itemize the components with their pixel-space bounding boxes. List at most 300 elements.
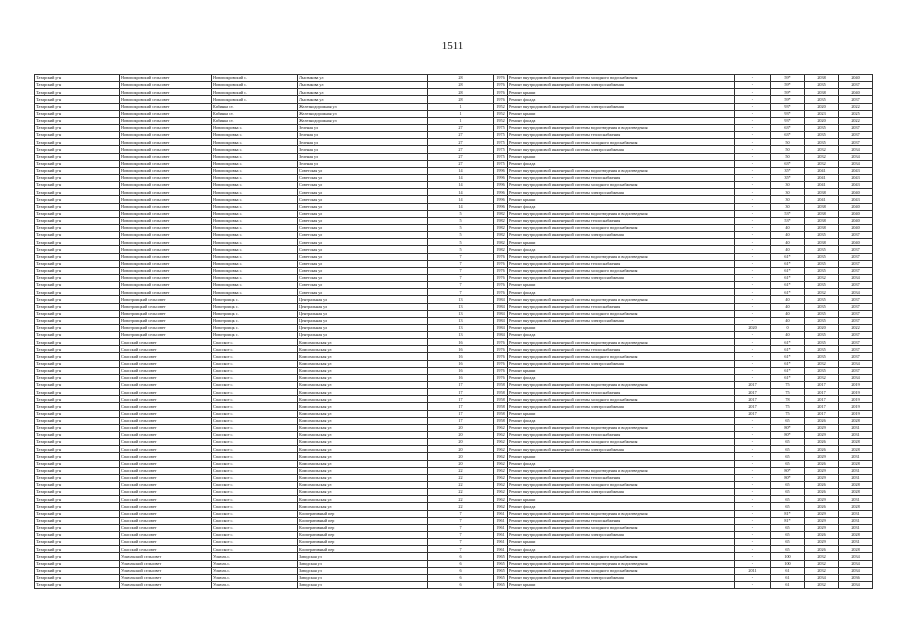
- plan-end-cell: 2037: [839, 246, 873, 253]
- prev-year-cell: -: [735, 296, 771, 303]
- house-cell: 14: [428, 174, 494, 181]
- plan-end-cell: 2022: [839, 117, 873, 124]
- year-cell: 1958: [494, 382, 508, 389]
- locality-cell: Новопокровка с.: [212, 203, 298, 210]
- page-number: 1511: [441, 40, 464, 52]
- plan-end-cell: 2034: [839, 160, 873, 167]
- district-cell: Татарский р-н: [35, 467, 120, 474]
- settlement-cell: Новопокровский сельсовет: [120, 132, 212, 139]
- settlement-cell: Новопокровский сельсовет: [120, 82, 212, 89]
- district-cell: Татарский р-н: [35, 160, 120, 167]
- street-cell: Советская ул: [298, 289, 428, 296]
- work-type-cell: Ремонт крыши: [508, 282, 735, 289]
- year-cell: 1962: [494, 439, 508, 446]
- district-cell: Татарский р-н: [35, 496, 120, 503]
- work-type-cell: Ремонт внутридомовой инженерной системы электроснабжения: [508, 403, 735, 410]
- house-cell: 22: [428, 482, 494, 489]
- house-cell: 17: [428, 382, 494, 389]
- prev-year-cell: -: [735, 510, 771, 517]
- cost-cell: 93*: [771, 117, 805, 124]
- settlement-cell: Новопокровский сельсовет: [120, 89, 212, 96]
- cost-cell: 61*: [771, 260, 805, 267]
- district-cell: Татарский р-н: [35, 110, 120, 117]
- settlement-cell: Новопокровский сельсовет: [120, 160, 212, 167]
- cost-cell: 35*: [771, 174, 805, 181]
- plan-start-cell: 2035: [805, 124, 839, 131]
- plan-start-cell: 2035: [805, 339, 839, 346]
- settlement-cell: Новотроицкий сельсовет: [120, 303, 212, 310]
- cost-cell: 75: [771, 403, 805, 410]
- plan-start-cell: 2029: [805, 467, 839, 474]
- house-cell: 28: [428, 75, 494, 82]
- cost-cell: 61: [771, 574, 805, 581]
- plan-end-cell: 2040: [839, 75, 873, 82]
- plan-end-cell: 2037: [839, 139, 873, 146]
- prev-year-cell: -: [735, 496, 771, 503]
- work-type-cell: Ремонт фасада: [508, 117, 735, 124]
- house-cell: 7: [428, 539, 494, 546]
- cost-cell: 100: [771, 553, 805, 560]
- work-type-cell: Ремонт крыши: [508, 539, 735, 546]
- work-type-cell: Ремонт внутридомовой инженерной системы холодного водоснабжения: [508, 224, 735, 231]
- district-cell: Татарский р-н: [35, 232, 120, 239]
- district-cell: Татарский р-н: [35, 317, 120, 324]
- plan-end-cell: 2034: [839, 274, 873, 281]
- locality-cell: Новопокровка с.: [212, 132, 298, 139]
- district-cell: Татарский р-н: [35, 103, 120, 110]
- settlement-cell: Новопокровский сельсовет: [120, 110, 212, 117]
- street-cell: Железнодорожная ул: [298, 103, 428, 110]
- work-type-cell: Ремонт внутридомовой инженерной системы электроснабжения: [508, 446, 735, 453]
- plan-start-cell: 2035: [805, 260, 839, 267]
- table-row: [35, 89, 873, 96]
- street-cell: Комсомольская ул: [298, 489, 428, 496]
- street-cell: Зеленая ул: [298, 124, 428, 131]
- house-cell: 28: [428, 82, 494, 89]
- street-cell: Зеленая ул: [298, 132, 428, 139]
- street-cell: Комсомольская ул: [298, 417, 428, 424]
- table-row: [35, 210, 873, 217]
- table-row: [35, 332, 873, 339]
- street-cell: Комсомольская ул: [298, 432, 428, 439]
- district-cell: Татарский р-н: [35, 196, 120, 203]
- year-cell: 1982: [494, 246, 508, 253]
- year-cell: 1958: [494, 410, 508, 417]
- capital-repair-table: [34, 74, 873, 589]
- street-cell: Советская ул: [298, 174, 428, 181]
- year-cell: 1961: [494, 524, 508, 531]
- locality-cell: Спасское с.: [212, 389, 298, 396]
- year-cell: 1976: [494, 96, 508, 103]
- district-cell: Татарский р-н: [35, 139, 120, 146]
- prev-year-cell: -: [735, 539, 771, 546]
- plan-start-cell: 2026: [805, 417, 839, 424]
- cost-cell: 40: [771, 317, 805, 324]
- work-type-cell: Ремонт внутридомовой инженерной системы водоотведения и водоотведения: [508, 382, 735, 389]
- locality-cell: Спасское с.: [212, 339, 298, 346]
- work-type-cell: Ремонт внутридомовой инженерной системы холодного водоснабжения: [508, 482, 735, 489]
- work-type-cell: Ремонт внутридомовой инженерной системы водоотведения и водоотведения: [508, 339, 735, 346]
- year-cell: 1996: [494, 174, 508, 181]
- house-cell: 6: [428, 567, 494, 574]
- work-type-cell: Ремонт внутридомовой инженерной системы холодного водоснабжения: [508, 524, 735, 531]
- house-cell: 22: [428, 489, 494, 496]
- house-cell: 28: [428, 96, 494, 103]
- cost-cell: 65: [771, 524, 805, 531]
- plan-start-cell: 2035: [805, 296, 839, 303]
- plan-start-cell: 2035: [805, 346, 839, 353]
- plan-start-cell: 2041: [805, 182, 839, 189]
- plan-start-cell: 2032: [805, 274, 839, 281]
- district-cell: Татарский р-н: [35, 567, 120, 574]
- plan-end-cell: 2037: [839, 353, 873, 360]
- work-type-cell: Ремонт внутридомовой инженерной системы теплоснабжения: [508, 174, 735, 181]
- district-cell: Татарский р-н: [35, 374, 120, 381]
- cost-cell: 75: [771, 382, 805, 389]
- year-cell: 1965: [494, 574, 508, 581]
- street-cell: Кооперативный пер: [298, 539, 428, 546]
- plan-end-cell: 2034: [839, 360, 873, 367]
- house-cell: 13: [428, 324, 494, 331]
- house-cell: 5: [428, 224, 494, 231]
- year-cell: 1962: [494, 489, 508, 496]
- cost-cell: 63*: [771, 160, 805, 167]
- prev-year-cell: -: [735, 160, 771, 167]
- prev-year-cell: -: [735, 524, 771, 531]
- plan-start-cell: 2035: [805, 132, 839, 139]
- district-cell: Татарский р-н: [35, 453, 120, 460]
- year-cell: 1976: [494, 274, 508, 281]
- plan-start-cell: 2038: [805, 239, 839, 246]
- prev-year-cell: -: [735, 167, 771, 174]
- settlement-cell: Новопокровский сельсовет: [120, 189, 212, 196]
- settlement-cell: Спасский сельсовет: [120, 503, 212, 510]
- plan-end-cell: 2019: [839, 410, 873, 417]
- table-row: [35, 453, 873, 460]
- locality-cell: Новопокровка с.: [212, 160, 298, 167]
- plan-end-cell: 2028: [839, 546, 873, 553]
- year-cell: 1976: [494, 253, 508, 260]
- cost-cell: 61*: [771, 346, 805, 353]
- settlement-cell: Спасский сельсовет: [120, 517, 212, 524]
- locality-cell: Новопокровка с.: [212, 282, 298, 289]
- plan-start-cell: 2029: [805, 510, 839, 517]
- cost-cell: 35*: [771, 167, 805, 174]
- settlement-cell: Спасский сельсовет: [120, 439, 212, 446]
- house-cell: 1: [428, 110, 494, 117]
- cost-cell: 40: [771, 239, 805, 246]
- house-cell: 27: [428, 160, 494, 167]
- plan-end-cell: 2040: [839, 203, 873, 210]
- district-cell: Татарский р-н: [35, 339, 120, 346]
- table-row: [35, 167, 873, 174]
- street-cell: Комсомольская ул: [298, 424, 428, 431]
- locality-cell: Спасское с.: [212, 539, 298, 546]
- work-type-cell: Ремонт внутридомовой инженерной системы водоотведения и водоотведения: [508, 124, 735, 131]
- table-row: [35, 310, 873, 317]
- cost-cell: 61: [771, 581, 805, 588]
- plan-end-cell: 2019: [839, 403, 873, 410]
- district-cell: Татарский р-н: [35, 217, 120, 224]
- capital-repair-table-container: [34, 74, 872, 589]
- prev-year-cell: -: [735, 153, 771, 160]
- house-cell: 7: [428, 510, 494, 517]
- cost-cell: 65: [771, 532, 805, 539]
- plan-end-cell: 2037: [839, 296, 873, 303]
- prev-year-cell: 2017: [735, 403, 771, 410]
- prev-year-cell: -: [735, 560, 771, 567]
- prev-year-cell: -: [735, 117, 771, 124]
- plan-start-cell: 2029: [805, 424, 839, 431]
- cost-cell: 40: [771, 310, 805, 317]
- street-cell: Советская ул: [298, 232, 428, 239]
- settlement-cell: Ускюльский сельсовет: [120, 567, 212, 574]
- cost-cell: 61*: [771, 282, 805, 289]
- street-cell: Комсомольская ул: [298, 460, 428, 467]
- prev-year-cell: -: [735, 503, 771, 510]
- house-cell: 17: [428, 389, 494, 396]
- plan-start-cell: 2041: [805, 174, 839, 181]
- prev-year-cell: -: [735, 274, 771, 281]
- district-cell: Татарский р-н: [35, 146, 120, 153]
- plan-end-cell: 2043: [839, 182, 873, 189]
- house-cell: 7: [428, 253, 494, 260]
- plan-start-cell: 2034: [805, 574, 839, 581]
- cost-cell: 80*: [771, 424, 805, 431]
- district-cell: Татарский р-н: [35, 460, 120, 467]
- locality-cell: Новотроицк с.: [212, 310, 298, 317]
- work-type-cell: Ремонт крыши: [508, 196, 735, 203]
- street-cell: Центральная ул: [298, 310, 428, 317]
- plan-start-cell: 2032: [805, 374, 839, 381]
- table-row: [35, 517, 873, 524]
- district-cell: Татарский р-н: [35, 517, 120, 524]
- year-cell: 1996: [494, 196, 508, 203]
- house-cell: 13: [428, 317, 494, 324]
- district-cell: Татарский р-н: [35, 389, 120, 396]
- year-cell: 1976: [494, 75, 508, 82]
- work-type-cell: Ремонт внутридомовой инженерной системы водоотведения и водоотведения: [508, 167, 735, 174]
- plan-start-cell: 2035: [805, 353, 839, 360]
- locality-cell: Новопокровка с.: [212, 146, 298, 153]
- settlement-cell: Спасский сельсовет: [120, 446, 212, 453]
- cost-cell: 78: [771, 396, 805, 403]
- prev-year-cell: -: [735, 253, 771, 260]
- prev-year-cell: -: [735, 124, 771, 131]
- locality-cell: Новопокровка с.: [212, 174, 298, 181]
- work-type-cell: Ремонт фасада: [508, 374, 735, 381]
- district-cell: Татарский р-н: [35, 346, 120, 353]
- plan-start-cell: 2032: [805, 289, 839, 296]
- settlement-cell: Спасский сельсовет: [120, 546, 212, 553]
- house-cell: 5: [428, 217, 494, 224]
- settlement-cell: Новотроицкий сельсовет: [120, 324, 212, 331]
- work-type-cell: Ремонт внутридомовой инженерной системы электроснабжения: [508, 489, 735, 496]
- plan-start-cell: 2029: [805, 432, 839, 439]
- locality-cell: Новопокровский с.: [212, 82, 298, 89]
- table-row: [35, 446, 873, 453]
- plan-start-cell: 2020: [805, 117, 839, 124]
- settlement-cell: Новотроицкий сельсовет: [120, 317, 212, 324]
- prev-year-cell: -: [735, 474, 771, 481]
- cost-cell: 40: [771, 224, 805, 231]
- work-type-cell: Ремонт крыши: [508, 410, 735, 417]
- table-row: [35, 303, 873, 310]
- locality-cell: Новопокровка с.: [212, 210, 298, 217]
- settlement-cell: Новопокровский сельсовет: [120, 196, 212, 203]
- plan-end-cell: 2022: [839, 324, 873, 331]
- work-type-cell: Ремонт крыши: [508, 453, 735, 460]
- settlement-cell: Новопокровский сельсовет: [120, 103, 212, 110]
- street-cell: Комсомольская ул: [298, 382, 428, 389]
- settlement-cell: Ускюльский сельсовет: [120, 574, 212, 581]
- cost-cell: 61*: [771, 289, 805, 296]
- locality-cell: Новопокровка с.: [212, 253, 298, 260]
- year-cell: 1984: [494, 324, 508, 331]
- prev-year-cell: -: [735, 103, 771, 110]
- district-cell: Татарский р-н: [35, 203, 120, 210]
- settlement-cell: Новопокровский сельсовет: [120, 274, 212, 281]
- cost-cell: 100: [771, 560, 805, 567]
- district-cell: Татарский р-н: [35, 274, 120, 281]
- house-cell: 6: [428, 560, 494, 567]
- street-cell: Советская ул: [298, 224, 428, 231]
- table-row: [35, 253, 873, 260]
- settlement-cell: Новопокровский сельсовет: [120, 210, 212, 217]
- house-cell: 20: [428, 424, 494, 431]
- year-cell: 1982: [494, 239, 508, 246]
- street-cell: Зеленая ул: [298, 146, 428, 153]
- prev-year-cell: 2017: [735, 382, 771, 389]
- settlement-cell: Спасский сельсовет: [120, 424, 212, 431]
- work-type-cell: Ремонт внутридомовой инженерной системы холодного водоснабжения: [508, 182, 735, 189]
- cost-cell: 40: [771, 232, 805, 239]
- plan-start-cell: 2026: [805, 489, 839, 496]
- plan-start-cell: 2020: [805, 324, 839, 331]
- cost-cell: 61*: [771, 353, 805, 360]
- district-cell: Татарский р-н: [35, 503, 120, 510]
- prev-year-cell: -: [735, 460, 771, 467]
- year-cell: 1962: [494, 460, 508, 467]
- cost-cell: 61*: [771, 374, 805, 381]
- district-cell: Татарский р-н: [35, 403, 120, 410]
- prev-year-cell: -: [735, 174, 771, 181]
- district-cell: Татарский р-н: [35, 246, 120, 253]
- plan-start-cell: 2032: [805, 153, 839, 160]
- prev-year-cell: -: [735, 482, 771, 489]
- district-cell: Татарский р-н: [35, 75, 120, 82]
- work-type-cell: Ремонт фасада: [508, 203, 735, 210]
- work-type-cell: Ремонт крыши: [508, 153, 735, 160]
- street-cell: Кооперативный пер: [298, 510, 428, 517]
- prev-year-cell: -: [735, 232, 771, 239]
- prev-year-cell: -: [735, 374, 771, 381]
- prev-year-cell: -: [735, 432, 771, 439]
- street-cell: Комсомольская ул: [298, 474, 428, 481]
- locality-cell: Новотроицк с.: [212, 317, 298, 324]
- year-cell: 1976: [494, 282, 508, 289]
- table-row: [35, 439, 873, 446]
- locality-cell: Новопокровка с.: [212, 167, 298, 174]
- year-cell: 1965: [494, 560, 508, 567]
- street-cell: Комсомольская ул: [298, 367, 428, 374]
- house-cell: 5: [428, 232, 494, 239]
- settlement-cell: Спасский сельсовет: [120, 474, 212, 481]
- district-cell: Татарский р-н: [35, 267, 120, 274]
- prev-year-cell: -: [735, 146, 771, 153]
- settlement-cell: Новопокровский сельсовет: [120, 75, 212, 82]
- plan-start-cell: 2023: [805, 110, 839, 117]
- cost-cell: 65: [771, 539, 805, 546]
- cost-cell: 63*: [771, 132, 805, 139]
- plan-start-cell: 2032: [805, 567, 839, 574]
- table-row: [35, 246, 873, 253]
- prev-year-cell: -: [735, 82, 771, 89]
- prev-year-cell: -: [735, 132, 771, 139]
- house-cell: 13: [428, 296, 494, 303]
- table-row: [35, 396, 873, 403]
- table-row: [35, 296, 873, 303]
- district-cell: Татарский р-н: [35, 182, 120, 189]
- work-type-cell: Ремонт внутридомовой инженерной системы электроснабжения: [508, 532, 735, 539]
- plan-start-cell: 2035: [805, 310, 839, 317]
- plan-end-cell: 2034: [839, 581, 873, 588]
- table-row: [35, 139, 873, 146]
- table-row: [35, 560, 873, 567]
- year-cell: 1962: [494, 482, 508, 489]
- table-row: [35, 160, 873, 167]
- work-type-cell: Ремонт внутридомовой инженерной системы холодного водоснабжения: [508, 139, 735, 146]
- plan-end-cell: 2031: [839, 474, 873, 481]
- plan-end-cell: 2037: [839, 260, 873, 267]
- cost-cell: 80*: [771, 432, 805, 439]
- house-cell: 5: [428, 210, 494, 217]
- plan-end-cell: 2037: [839, 317, 873, 324]
- cost-cell: 30: [771, 196, 805, 203]
- house-cell: 1: [428, 117, 494, 124]
- work-type-cell: Ремонт фасада: [508, 246, 735, 253]
- year-cell: 1962: [494, 467, 508, 474]
- cost-cell: 30: [771, 203, 805, 210]
- prev-year-cell: -: [735, 517, 771, 524]
- table-row: [35, 339, 873, 346]
- district-cell: Татарский р-н: [35, 546, 120, 553]
- work-type-cell: Ремонт внутридомовой инженерной системы холодного водоснабжения: [508, 267, 735, 274]
- street-cell: Зеленая ул: [298, 139, 428, 146]
- prev-year-cell: -: [735, 532, 771, 539]
- table-row: [35, 403, 873, 410]
- cost-cell: 59*: [771, 96, 805, 103]
- work-type-cell: Ремонт внутридомовой инженерной системы электроснабжения: [508, 274, 735, 281]
- year-cell: 1965: [494, 553, 508, 560]
- year-cell: 1962: [494, 432, 508, 439]
- street-cell: Комсомольская ул: [298, 339, 428, 346]
- locality-cell: Спасское с.: [212, 424, 298, 431]
- street-cell: Комсомольская ул: [298, 439, 428, 446]
- house-cell: 5: [428, 239, 494, 246]
- street-cell: Лысенкова ул: [298, 96, 428, 103]
- locality-cell: Спасское с.: [212, 360, 298, 367]
- prev-year-cell: -: [735, 260, 771, 267]
- settlement-cell: Новопокровский сельсовет: [120, 146, 212, 153]
- settlement-cell: Новопокровский сельсовет: [120, 224, 212, 231]
- prev-year-cell: 2020: [735, 324, 771, 331]
- table-row: [35, 324, 873, 331]
- plan-start-cell: 2041: [805, 196, 839, 203]
- locality-cell: Спасское с.: [212, 503, 298, 510]
- plan-start-cell: 2017: [805, 403, 839, 410]
- prev-year-cell: -: [735, 439, 771, 446]
